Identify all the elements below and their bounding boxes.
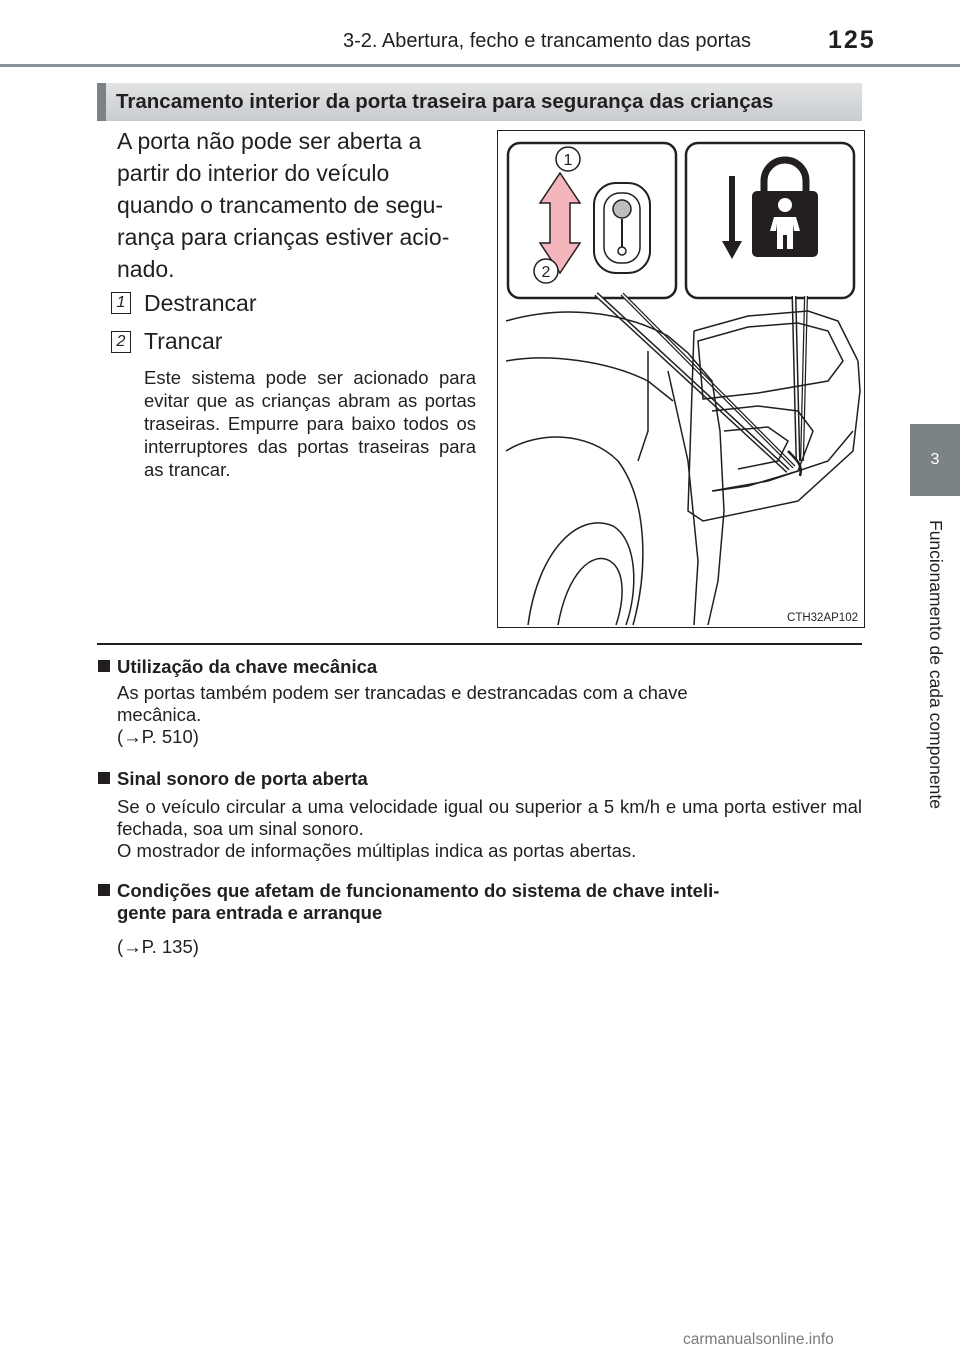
note-heading: Condições que afetam de funcionamento do sistema de chave inteli- [97, 880, 862, 902]
note-body-line: Se o veículo circular a uma velocidade igual ou superior a 5 km/h e uma porta estiver mal fechada, soa um sinal sonoro. [117, 796, 862, 839]
description-text: Este sistema pode ser acionado para evitar que as crianças abram as portas traseiras. Empurre para baixo todos os interruptores das portas traseiras para as trancar. [144, 367, 476, 480]
bullet-square-icon [98, 660, 110, 672]
item-number-1: 1 [111, 292, 131, 314]
note-door-open-buzzer [97, 768, 862, 862]
note-heading: gente para entrada e arranque [117, 902, 383, 923]
note-smart-key-conditions [97, 880, 862, 958]
bullet-square-icon [98, 772, 110, 784]
footer-watermark: carmanualsonline.info [683, 1331, 834, 1348]
bullet-square-icon [98, 884, 110, 896]
note-heading: Utilização da chave mecânica [97, 656, 862, 678]
chapter-tab: 3 [910, 424, 960, 496]
running-header: 3-2. Abertura, fecho e trancamento das portas [343, 30, 752, 52]
child-lock-switch-icon [594, 183, 650, 273]
note-body-line: As portas também podem ser trancadas e destrancadas com a chave [117, 682, 688, 703]
intro-line: nado. [117, 256, 175, 282]
intro-paragraph [117, 125, 477, 285]
intro-line: A porta não pode ser aberta a [117, 128, 422, 154]
header-rule [0, 64, 960, 67]
note-heading: Sinal sonoro de porta aberta [97, 768, 862, 790]
section-separator [97, 643, 862, 645]
page-number: 125 [828, 26, 876, 54]
item-label-lock: Trancar [144, 328, 223, 354]
car-rear-door-illustration [498, 131, 864, 627]
section-title: Trancamento interior da porta traseira para segurança das crianças [116, 90, 774, 113]
note-ref: (→P. 510) [117, 726, 199, 747]
callout-2: 2 [541, 264, 551, 281]
intro-line: partir do interior do veículo [117, 160, 390, 186]
intro-line: quando o trancamento de segu- [117, 192, 444, 218]
item-label-unlock: Destrancar [144, 290, 257, 316]
child-lock-figure [497, 130, 865, 628]
chapter-title: Funcionamento de cada componente [926, 520, 946, 809]
item-number-2: 2 [111, 331, 131, 353]
intro-line: rança para crianças estiver acio- [117, 224, 450, 250]
section-title-stripe [97, 83, 106, 121]
note-body-line: O mostrador de informações múltiplas indica as portas abertas. [117, 840, 637, 861]
note-body-line: mecânica. [117, 704, 202, 725]
figure-code: CTH32AP102 [787, 612, 858, 624]
callout-1: 1 [563, 152, 573, 169]
note-mechanical-key [97, 656, 862, 748]
note-ref: (→P. 135) [117, 936, 199, 957]
